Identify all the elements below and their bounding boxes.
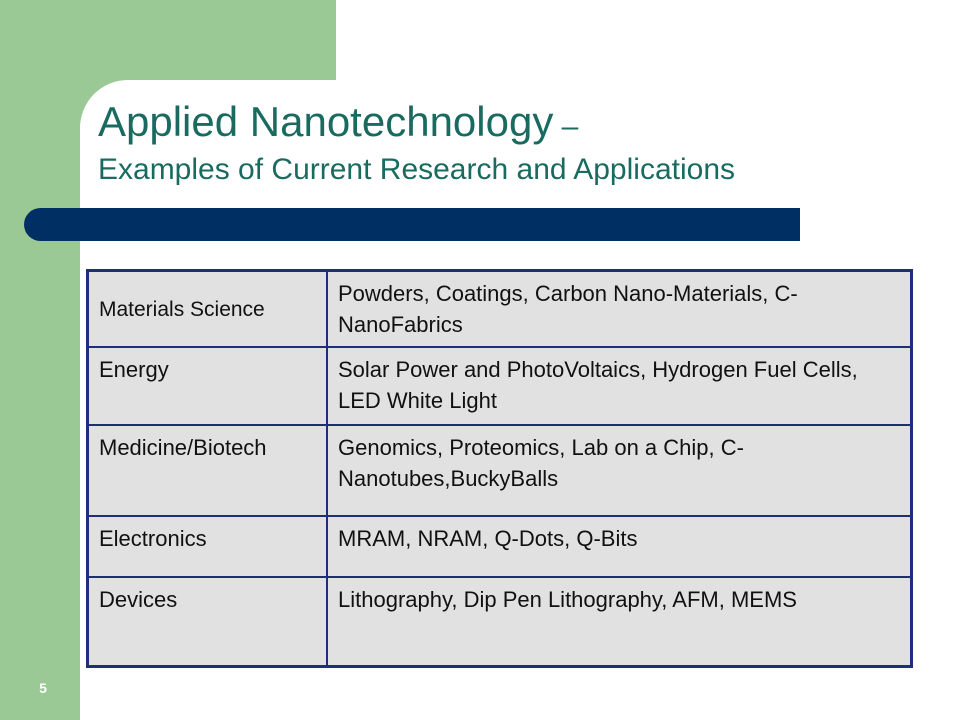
field-cell: Devices: [88, 577, 328, 667]
left-accent-band: [0, 0, 80, 720]
examples-cell: MRAM, NRAM, Q-Dots, Q-Bits: [327, 516, 912, 577]
table-row: [88, 516, 912, 577]
title-underline-bar: [24, 208, 800, 241]
table-row: [88, 271, 912, 348]
applications-table: [86, 269, 913, 668]
field-cell: Electronics: [88, 516, 328, 577]
title-main: Applied Nanotechnology: [98, 98, 554, 145]
title-main-line: [98, 98, 938, 151]
slide-number: 5: [39, 680, 47, 696]
examples-cell: Lithography, Dip Pen Lithography, AFM, MEMS: [327, 577, 912, 667]
examples-cell: Solar Power and PhotoVoltaics, Hydrogen Fuel Cells, LED White Light: [327, 347, 912, 425]
examples-cell: Powders, Coatings, Carbon Nano-Materials, C-NanoFabrics: [327, 271, 912, 348]
top-accent-band: [0, 0, 336, 80]
table-row: [88, 425, 912, 516]
title-separator: –: [553, 110, 579, 143]
field-cell: Energy: [88, 347, 328, 425]
title-subtitle: Examples of Current Research and Applications: [98, 153, 736, 186]
table-row: [88, 347, 912, 425]
field-cell: Materials Science: [88, 271, 328, 348]
examples-cell: Genomics, Proteomics, Lab on a Chip, C-Nanotubes,BuckyBalls: [327, 425, 912, 516]
field-cell: Medicine/Biotech: [88, 425, 328, 516]
table-row: [88, 577, 912, 667]
slide-title: [98, 98, 938, 189]
